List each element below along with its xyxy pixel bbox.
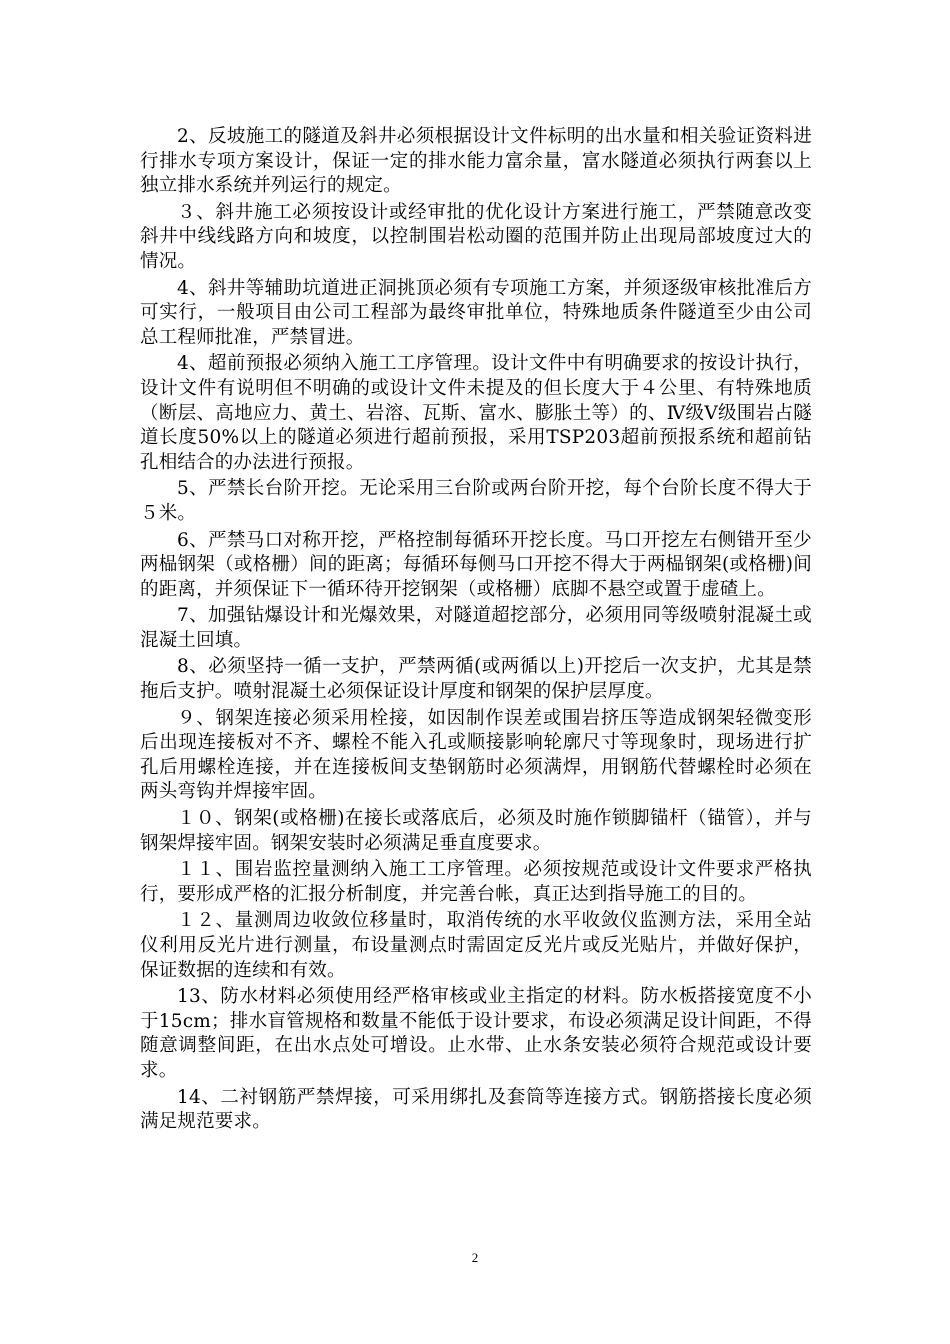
paragraph-item-11-monitoring: １１、围岩监控量测纳入施工工序管理。必须按规范或设计文件要求严格执行，要形成严格的汇报分析制度，并完善台帐，真正达到指导施工的目的。	[140, 859, 812, 905]
paragraph-item-6-horse-mouth: 6、严禁马口对称开挖，严格控制每循环开挖长度。马口开挖左右侧错开至少两榀钢架（或格栅）间的距离；每循环每侧马口开挖不得大于两榀钢架(或格栅)间的距离，并须保证下一循环待开挖钢架（或格栅）底脚不悬空或置于虚碴上。	[140, 529, 812, 600]
paragraph-item-3-inclined-shaft: ３、斜井施工必须按设计或经审批的优化设计方案进行施工，严禁随意改变斜井中线线路方向和坡度，以控制围岩松动圈的范围并防止出现局部坡度过大的情况。	[140, 201, 812, 272]
paragraph-item-13-waterproofing: 13、防水材料必须使用经严格审核或业主指定的材料。防水板搭接宽度不小于15cm；排水盲管规格和数量不能低于设计要求，布设必须满足设计间距，不得随意调整间距，在出水点处可增设。止水带、止水条安装必须符合规范或设计要求。	[140, 986, 812, 1081]
paragraph-item-2-drainage: 2、反坡施工的隧道及斜井必须根据设计文件标明的出水量和相关验证资料进行排水专项方案设计，保证一定的排水能力富余量，富水隧道必须执行两套以上独立排水系统并列运行的规定。	[140, 126, 812, 197]
paragraph-item-5-bench-excavation: 5、严禁长台阶开挖。无论采用三台阶或两台阶开挖，每个台阶长度不得大于５米。	[140, 478, 812, 524]
paragraph-item-9-steel-frame: ９、钢架连接必须采用栓接，如因制作误差或围岩挤压等造成钢架轻微变形后出现连接板对不齐、螺栓不能入孔或顺接影响轮廓尺寸等现象时，现场进行扩孔后用螺栓连接，并在连接板间支垫钢筋时必须满焊，用钢筋代替螺栓时必须在两头弯钩并焊接牢固。	[140, 707, 812, 803]
document-body	[140, 125, 812, 1137]
paragraph-item-12-convergence: １２、量测周边收敛位移量时，取消传统的水平收敛仪监测方法，采用全站仪利用反光片进行测量，布设量测点时需固定反光片或反光贴片，并做好保护，保证数据的连续和有效。	[140, 910, 812, 981]
paragraph-item-4-advance-forecast: 4、超前预报必须纳入施工工序管理。设计文件中有明确要求的按设计执行，设计文件有说明但不明确的或设计文件未提及的但长度大于４公里、有特殊地质（断层、高地应力、黄土、岩溶、瓦斯、富水、膨胀土等）的、Ⅳ级Ⅴ级围岩占隧道长度50%以上的隧道必须进行超前预报，采用TSP203超前预报系统和超前钻孔相结合的办法进行预报。	[140, 353, 812, 473]
page-number: 2	[471, 1250, 479, 1265]
paragraph-item-10-lock-anchor: １０、钢架(或格栅)在接长或落底后，必须及时施作锁脚锚杆（锚管），并与钢架焊接牢固。钢架安装时必须满足垂直度要求。	[140, 808, 812, 854]
paragraph-item-14-rebar: 14、二衬钢筋严禁焊接，可采用绑扎及套筒等连接方式。钢筋搭接长度必须满足规范要求。	[140, 1086, 812, 1133]
paragraph-item-7-blasting: 7、加强钻爆设计和光爆效果，对隧道超挖部分，必须用同等级喷射混凝土或混凝土回填。	[140, 605, 812, 651]
paragraph-item-4-auxiliary-adit: 4、斜井等辅助坑道进正洞挑顶必须有专项施工方案，并须逐级审核批准后方可实行，一般项目由公司工程部为最终审批单位，特殊地质条件隧道至少由公司总工程师批准，严禁冒进。	[140, 277, 812, 348]
paragraph-item-8-support: 8、必须坚持一循一支护，严禁两循(或两循以上)开挖后一次支护，尤其是禁拖后支护。喷射混凝土必须保证设计厚度和钢架的保护层厚度。	[140, 656, 812, 703]
